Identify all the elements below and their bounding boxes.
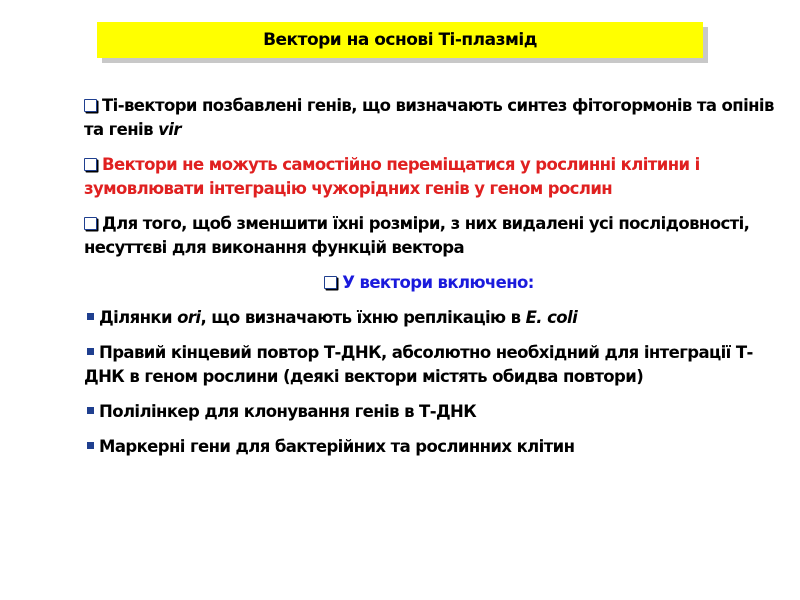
slide-content: [84, 94, 774, 470]
list-item: Для того, щоб зменшити їхні розміри, з них видалені усі послідовності, несуттєві для виконання функцій вектора: [84, 214, 750, 257]
list-subheading: У вектори включено:: [84, 271, 774, 295]
list-item: Ділянки ori, що визначають їхню реплікацію в E. coli: [84, 306, 774, 330]
square-bullet-icon: [87, 442, 94, 449]
square-bullet-icon: [87, 348, 94, 355]
list-item: Вектори не можуть самостійно переміщатися у рослинні клітини і зумовлювати інтеграцію чужорідних генів у геном рослин: [84, 155, 700, 198]
square-bullet-icon: [87, 313, 94, 320]
checkbox-bullet-icon: [84, 99, 97, 112]
square-bullet-icon: [87, 407, 94, 414]
list-item: Маркерні гени для бактерійних та рослинних клітин: [84, 435, 774, 459]
checkbox-bullet-icon: [84, 217, 97, 230]
list-item: Ті-вектори позбавлені генів, що визначають синтез фітогормонів та опінів та генів vir: [84, 96, 774, 139]
checkbox-bullet-icon: [324, 276, 337, 289]
list-item: Правий кінцевий повтор Т-ДНК, абсолютно необхідний для інтеграції Т-ДНК в геном рослини (деякі вектори містять обидва повтори): [84, 343, 753, 386]
slide-title-text: Вектори на основі Ті-плазмід: [263, 30, 537, 50]
list-item: Полілінкер для клонування генів в Т-ДНК: [84, 400, 774, 424]
slide-title: [97, 22, 703, 58]
checkbox-bullet-icon: [84, 158, 97, 171]
